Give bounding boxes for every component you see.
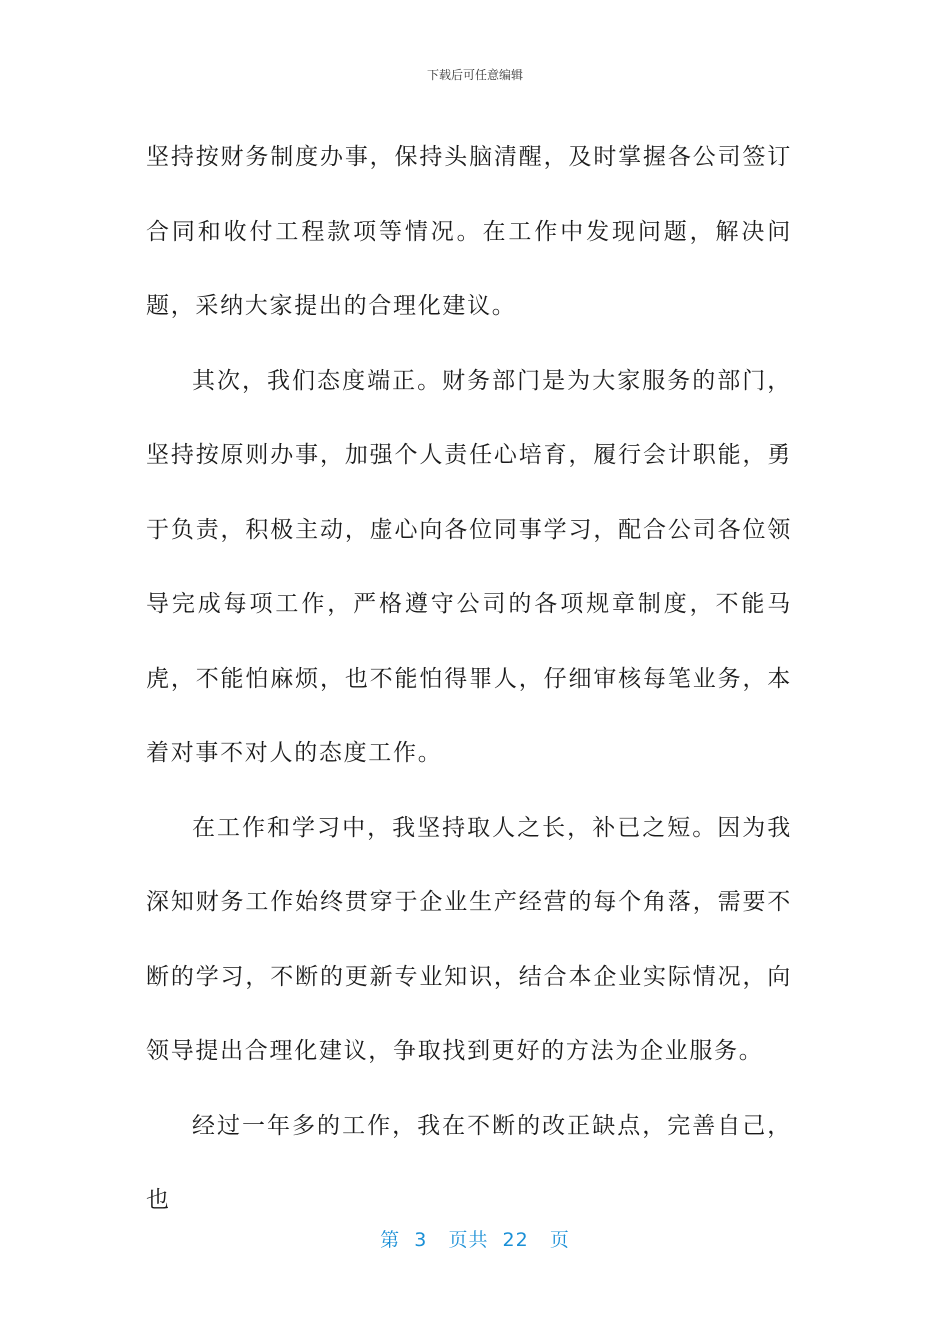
footer-prefix: 第	[380, 1229, 401, 1251]
paragraph: 经过一年多的工作，我在不断的改正缺点，完善自己，也	[146, 1112, 792, 1213]
header-note: 下载后可任意编辑	[426, 68, 523, 82]
total-pages-number: 22	[502, 1229, 529, 1251]
paragraph: 其次，我们态度端正。财务部门是为大家服务的部门，坚持按原则办事，加强个人责任心培育，履行会计职能，勇于负责，积极主动，虚心向各位同事学习，配合公司各位领导完成每项工作，严格遵守公司的各项规章制度，不能马虎，不能怕麻烦，也不能怕得罪人，仔细审核每笔业务，本着对事不对人的态度工作。	[146, 367, 792, 766]
paragraph: 在工作和学习中，我坚持取人之长，补已之短。因为我深知财务工作始终贯穿于企业生产经营的每个角落，需要不断的学习，不断的更新专业知识，结合本企业实际情况，向领导提出合理化建议，争取找到更好的方法为企业服务。	[146, 814, 792, 1064]
page-footer	[0, 1225, 950, 1252]
footer-middle: 页共	[448, 1229, 489, 1251]
footer-suffix: 页	[549, 1229, 570, 1251]
paragraph: 坚持按财务制度办事，保持头脑清醒，及时掌握各公司签订合同和收付工程款项等情况。在工作中发现问题，解决问题，采纳大家提出的合理化建议。	[146, 144, 792, 319]
current-page-number: 3	[414, 1229, 428, 1251]
document-body	[146, 120, 792, 1238]
